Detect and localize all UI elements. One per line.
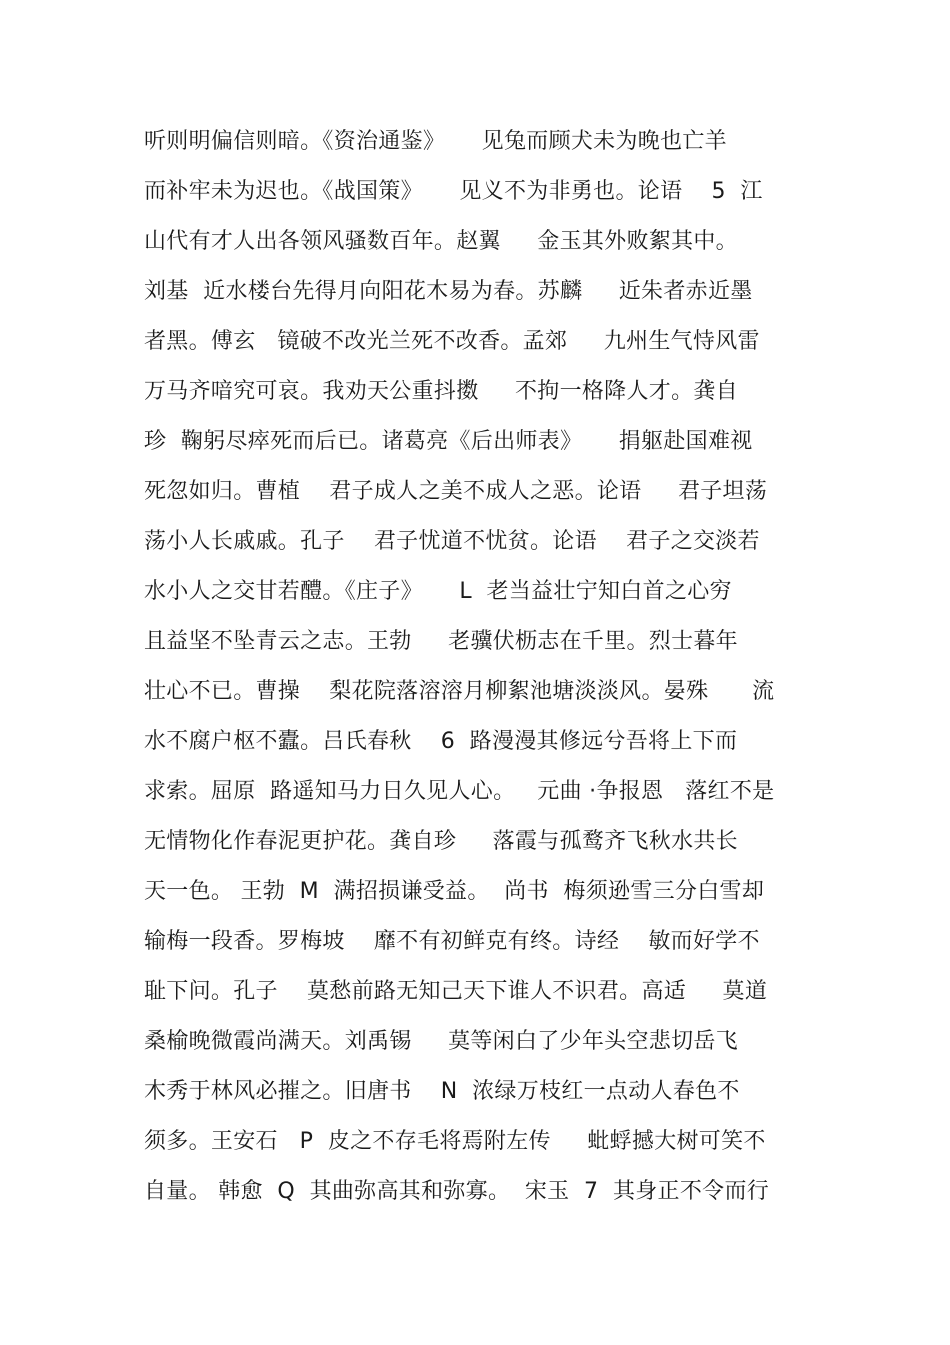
text-line: 万马齐喑究可哀。我劝天公重抖擞 不拘一格降人才。龚自 bbox=[144, 379, 738, 404]
text-line: 无情物化作春泥更护花。龚自珍 落霞与孤鹜齐飞秋水共长 bbox=[144, 829, 738, 854]
text-line: 死忽如归。曹植 君子成人之美不成人之恶。论语 君子坦荡 bbox=[144, 479, 768, 504]
text-line: 而补牢未为迟也。《战国策》 见义不为非勇也。论语 5 江 bbox=[144, 179, 763, 204]
text-line: 者黑。傅玄 镜破不改光兰死不改香。孟郊 九州生气恃风雷 bbox=[144, 329, 760, 354]
text-line: 且益坚不坠青云之志。王勃 老骥伏枥志在千里。烈士暮年 bbox=[144, 629, 738, 654]
text-line: 刘基 近水楼台先得月向阳花木易为春。苏麟 近朱者赤近墨 bbox=[144, 279, 753, 304]
text-line: 荡小人长戚戚。孔子 君子忧道不忧贫。论语 君子之交淡若 bbox=[144, 529, 760, 554]
text-line: 输梅一段香。罗梅坡 靡不有初鲜克有终。诗经 敏而好学不 bbox=[144, 929, 760, 954]
text-line: 水不腐户枢不蠹。吕氏春秋 6 路漫漫其修远兮吾将上下而 bbox=[144, 729, 738, 754]
text-line: 自量。 韩愈 Q 其曲弥高其和弥寡。 宋玉 7 其身正不令而行 bbox=[144, 1179, 770, 1204]
text-line: 天一色。 王勃 M 满招损谦受益。 尚书 梅须逊雪三分白雪却 bbox=[144, 879, 765, 904]
text-line: 耻下问。孔子 莫愁前路无知己天下谁人不识君。高适 莫道 bbox=[144, 979, 768, 1004]
text-line: 桑榆晚微霞尚满天。刘禹锡 莫等闲白了少年头空悲切岳飞 bbox=[144, 1029, 738, 1054]
text-line: 珍 鞠躬尽瘁死而后已。诸葛亮《后出师表》 捐躯赴国难视 bbox=[144, 429, 753, 454]
text-line: 木秀于林风必摧之。旧唐书 N 浓绿万枝红一点动人春色不 bbox=[144, 1079, 740, 1104]
text-line: 听则明偏信则暗。《资治通鉴》 见兔而顾犬未为晚也亡羊 bbox=[144, 129, 727, 154]
document-body bbox=[144, 117, 824, 1217]
text-line: 山代有才人出各领风骚数百年。赵翼 金玉其外败絮其中。 bbox=[144, 229, 738, 254]
text-line: 须多。王安石 P 皮之不存毛将焉附左传 蚍蜉撼大树可笑不 bbox=[144, 1129, 766, 1154]
text-line: 壮心不已。曹操 梨花院落溶溶月柳絮池塘淡淡风。晏殊 流 bbox=[144, 679, 775, 704]
text-line: 求索。屈原 路遥知马力日久见人心。 元曲 ·争报恩 落红不是 bbox=[144, 779, 775, 804]
text-line: 水小人之交甘若醴。《庄子》 L 老当益壮宁知白首之心穷 bbox=[144, 579, 732, 604]
